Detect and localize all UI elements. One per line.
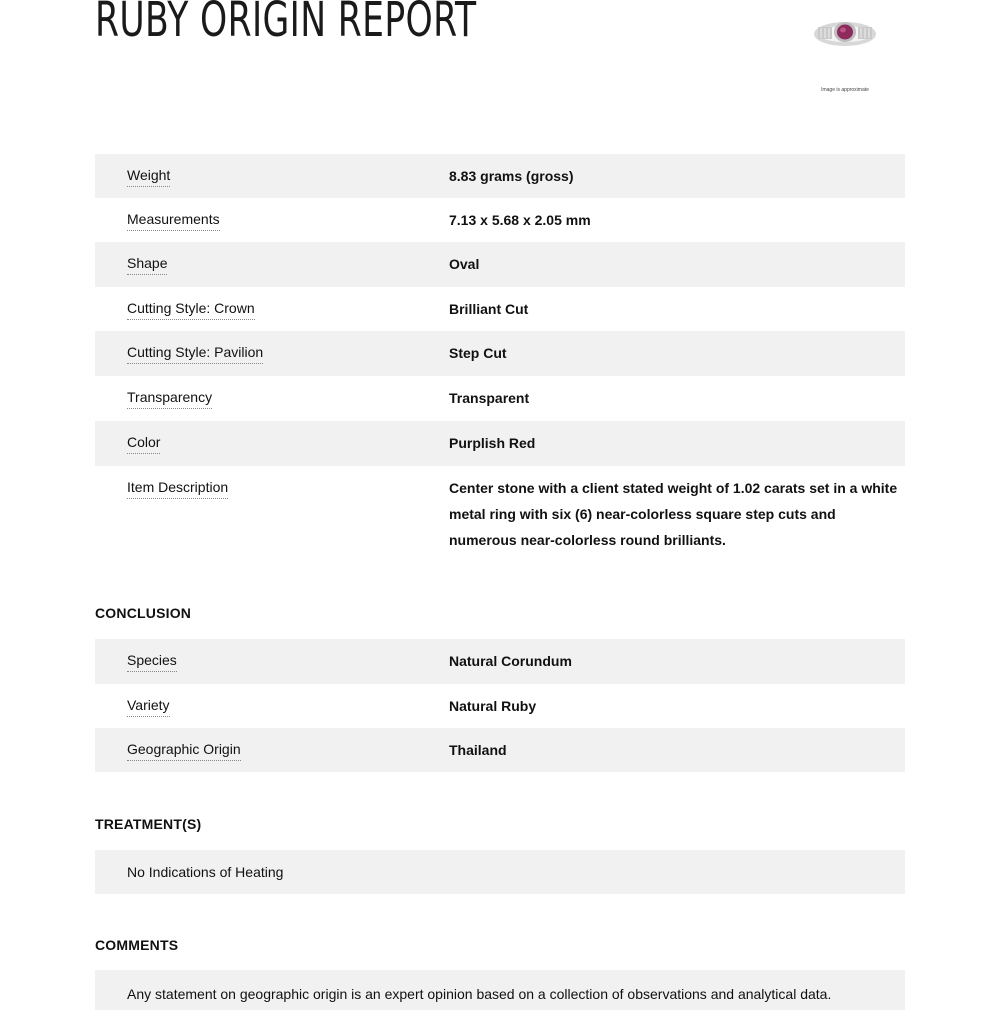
row-label: Cutting Style: Crown [127,299,255,320]
row-value: Transparent [449,390,530,406]
ring-image [810,12,880,52]
row-value: Brilliant Cut [449,301,529,317]
row-value: Step Cut [449,331,905,376]
table-row [95,376,905,421]
table-row [95,242,905,287]
table-row [95,421,905,466]
row-value: 8.83 grams (gross) [449,154,905,198]
table-row [95,198,905,242]
table-row [95,154,905,198]
row-value: Oval [449,242,905,287]
row-label: Measurements [127,210,220,231]
treatment-text: No Indications of Heating [127,864,284,880]
conclusion-table [95,639,905,772]
row-value: Natural Ruby [449,698,537,714]
table-row [95,639,905,684]
comment-row [95,970,905,1010]
row-label: Variety [127,696,170,717]
row-value: Natural Corundum [449,639,905,684]
row-label: Shape [127,254,167,275]
conclusion-heading: CONCLUSION [95,605,192,621]
row-label: Weight [127,166,170,187]
treatments-heading: TREATMENT(S) [95,816,202,832]
comments-heading: COMMENTS [95,937,179,953]
row-label: Species [127,651,177,672]
row-label: Geographic Origin [127,740,241,761]
row-value: 7.13 x 5.68 x 2.05 mm [449,212,591,228]
comment-text: Any statement on geographic origin is an expert opinion based on a collection of observations and analytical data. [127,986,832,1002]
image-caption: Image is approximate [821,87,869,93]
details-table [95,154,905,562]
row-value: Thailand [449,728,905,772]
row-label: Color [127,433,160,454]
row-label: Transparency [127,388,212,409]
row-value: Purplish Red [449,421,905,466]
row-label: Cutting Style: Pavilion [127,343,263,364]
row-value: Center stone with a client stated weight of 1.02 carats set in a white metal ring with six (6) near-colorless square step cuts and numerous near-colorless round brilliants. [449,480,898,548]
treatment-row [95,850,905,894]
table-row [95,684,905,728]
row-label: Item Description [127,478,228,499]
table-row [95,728,905,772]
report-title: RUBY ORIGIN REPORT [95,0,477,48]
table-row [95,331,905,376]
table-row [95,287,905,331]
table-row [95,466,905,562]
